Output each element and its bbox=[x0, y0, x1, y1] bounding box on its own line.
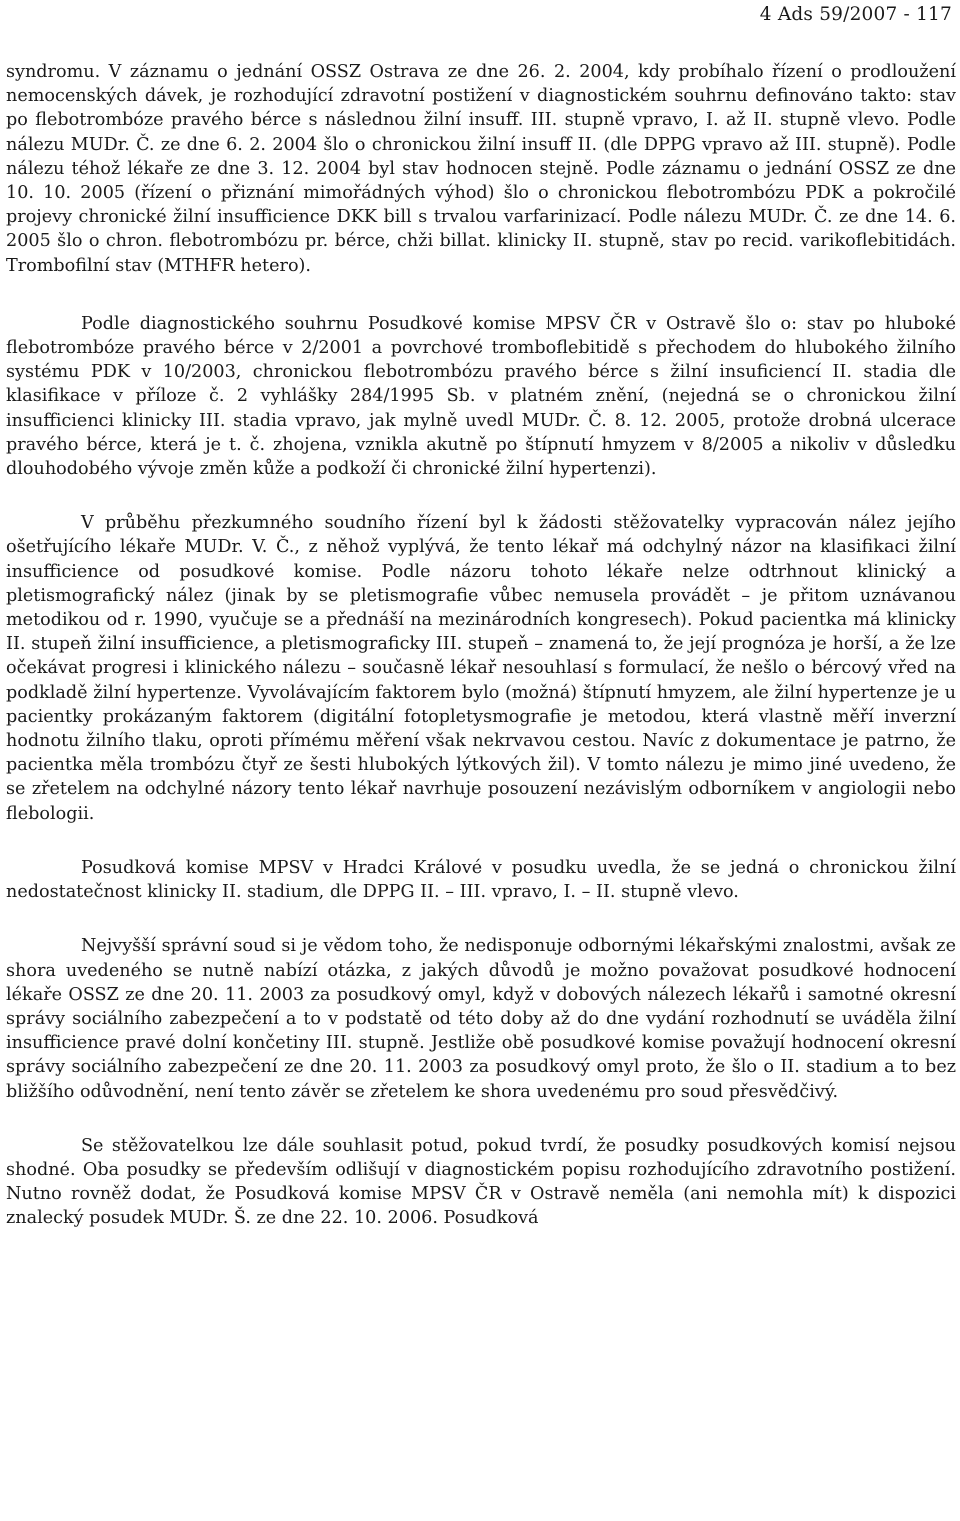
paragraph-court-review: V průběhu přezkumného soudního řízení byl k žádosti stěžovatelky vypracován nález jejího ošetřujícího lékaře MUDr. V. Č., z něhož vyplývá, že tento lékař má odchylný názor na klasifikaci žilní insufficience od posudkové komise. Podle názoru tohoto lékaře nelze odtrhnout klinický a pletismografický nález (jinak by se pletismografie vůbec nemusela provádět – je přitom uznávanou metodikou od r. 1990, vyučuje se a přednáší na mezinárodních kongresech). Pokud pacientka má klinicky II. stupeň žilní insufficience, a pletismograficky III. stupeň – znamená to, že její prognóza je horší, a že lze očekávat progresi i klinického nálezu – současně lékař nesouhlasí s formulací, že nešlo o bércový vřed na podkladě žilní hypertenze. Vyvolávajícím faktorem bylo (možná) štípnutí hmyzem, ale žilní hypertenze je u pacientky prokázaným faktorem (digitální fotopletysmografie je metodou, která vlastně měří inverzní hodnotu žilního tlaku, oproti přímému měření však nekrvavou cestou. Navíc z dokumentace je patrno, že pacientka měla trombózu čtyř ze šesti hlubokých lýtkových žil). V tomto nálezu je mimo jiné uvedeno, že se zřetelem na odchylné názory tento lékař navrhuje posouzení nezávislým odborníkem v angiologii nebo flebologii. bbox=[6, 513, 956, 824]
paragraph-commission-hradec: Posudková komise MPSV v Hradci Králové v posudku uvedla, že se jedná o chronickou žilní nedostatečnost klinicky II. stadium, dle DPPG II. – III. vpravo, I. – II. stupně vlevo. bbox=[6, 857, 956, 903]
paragraph-continuation: syndromu. V záznamu o jednání OSSZ Ostrava ze dne 26. 2. 2004, kdy probíhalo řízení o prodloužení nemocenských dávek, je rozhodující zdravotní postižení v diagnostickém souhrnu definováno takto: stav po flebotrombóze pravého bérce s následnou žilní insuff. III. stupně vpravo, I. až II. stupně vlevo. Podle nálezu MUDr. Č. ze dne 6. 2. 2004 šlo o chronickou žilní insuff II. (dle DPPG vpravo až III. stupně). Podle nálezu téhož lékaře ze dne 3. 12. 2004 byl stav hodnocen stejně. Podle záznamu o jednání OSSZ ze dne 10. 10. 2005 (řízení o přiznání mimořádných výhod) šlo o chronickou flebotrombózu PDK a pokročilé projevy chronické žilní insufficience DKK bill s trvalou varfarinizací. Podle nálezu MUDr. Č. ze dne 14. 6. 2005 šlo o chron. flebotrombózu pr. bérce, chži billat. klinicky II. stupně, stav po recid. varikoflebitidách. Trombofilní stav (MTHFR hetero). bbox=[6, 62, 956, 276]
paragraph-commission-ostrava: Podle diagnostického souhrnu Posudkové komise MPSV ČR v Ostravě šlo o: stav po hluboké flebotrombóze pravého bérce v 2/2001 a povrchové tromboflebitidě s přechodem do hlubokého žilního systému PDK v 10/2003, chronickou flebotrombózu pravého bérce s žilní insuficiencí II. stadia dle klasifikace v příloze č. 2 vyhlášky 284/1995 Sb. v platném znění, (nejedná se o chronickou žilní insufficienci klinicky III. stadia vpravo, jak mylně uvedl MUDr. Č. 8. 12. 2005, protože drobná ulcerace pravého bérce, která je t. č. zhojena, vznikla akutně po štípnutí hmyzem v 8/2005 a nikoliv v důsledku dlouhodobého vývoje změn kůže a podkoží či chronické žilní hypertenzi). bbox=[6, 313, 956, 480]
document-body bbox=[6, 60, 956, 1261]
paragraph-supreme-court: Nejvyšší správní soud si je vědom toho, že nedisponuje odbornými lékařskými znalostmi, avšak ze shora uvedeného se nutně nabízí otázka, z jakých důvodů je možno považovat posudkové hodnocení lékaře OSSZ ze dne 20. 11. 2003 za posudkový omyl, když v dobových nálezech lékařů i samotné okresní správy sociálního zabezpečení a to v podstatě od této doby až do dne vydání rozhodnutí se uváděla žilní insufficience pravé dolní končetiny III. stupně. Jestliže obě posudkové komise považují hodnocení okresní správy sociálního zabezpečení ze dne 20. 11. 2003 za posudkový omyl proto, že šlo o II. stadium a to bez bližšího odůvodnění, není tento závěr se zřetelem ke shora uvedenému pro soud přesvědčivý. bbox=[6, 936, 956, 1102]
page-header-reference: 4 Ads 59/2007 - 117 bbox=[759, 4, 952, 25]
paragraph-agreement: Se stěžovatelkou lze dále souhlasit potud, pokud tvrdí, že posudky posudkových komisí nejsou shodné. Oba posudky se především odlišují v diagnostickém popisu rozhodujícího zdravotního postižení. Nutno rovněž dodat, že Posudková komise MPSV ČR v Ostravě neměla (ani nemohla mít) k dispozici znalecký posudek MUDr. Š. ze dne 22. 10. 2006. Posudková bbox=[6, 1135, 956, 1229]
